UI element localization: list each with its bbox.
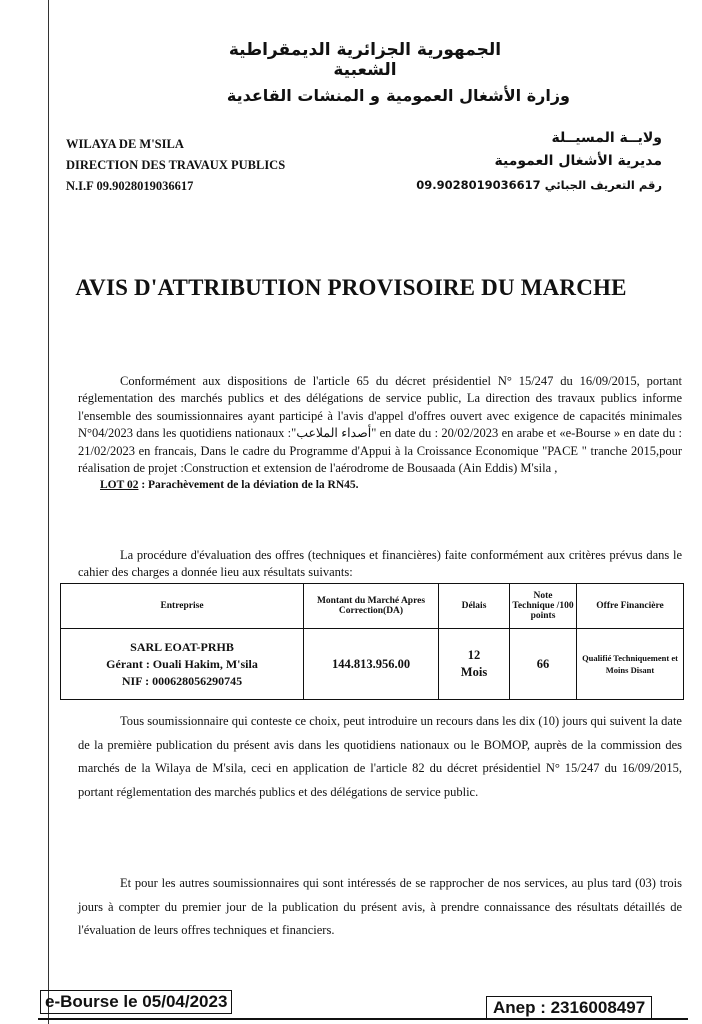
table-row xyxy=(61,629,684,700)
direction-ar: مديرية الأشغال العمومية xyxy=(494,153,662,169)
table-header-row xyxy=(61,584,684,629)
lot-line xyxy=(100,477,682,494)
left-margin-rule xyxy=(48,0,49,1024)
recours-paragraph xyxy=(78,710,682,804)
intro-paragraph xyxy=(78,373,682,495)
header-offre: Offre Financière xyxy=(577,584,684,629)
header-montant: Montant du Marché Apres Correction(DA) xyxy=(304,584,439,629)
delais-value: 12 xyxy=(467,648,481,662)
procedure-paragraph xyxy=(78,547,682,582)
anep-number-box: Anep : 2316008497 xyxy=(486,996,652,1020)
e-bourse-date-box: e-Bourse le 05/04/2023 xyxy=(40,990,232,1014)
entreprise-gerant: Gérant : Ouali Hakim, M'sila xyxy=(106,656,258,671)
arabic-ministry-line-1: وزارة الأشغال العمومية xyxy=(386,86,570,105)
wilaya-ar: ولايــة المسيــلة xyxy=(551,130,662,146)
cell-note: 66 xyxy=(510,629,577,700)
wilaya-fr: WILAYA DE M'SILA xyxy=(66,137,184,151)
closing-paragraph xyxy=(78,872,682,943)
nif-fr: N.I.F 09.9028019036617 xyxy=(66,179,194,193)
arabic-ministry-line-2: و المنشات القاعدية xyxy=(226,86,380,105)
results-table xyxy=(60,583,684,700)
direction-fr: DIRECTION DES TRAVAUX PUBLICS xyxy=(66,158,286,172)
cell-montant: 144.813.956.00 xyxy=(304,629,439,700)
cell-entreprise xyxy=(61,629,304,700)
entreprise-name: SARL EOAT-PRHB xyxy=(130,639,234,654)
bottom-rule xyxy=(38,1018,688,1020)
lot-label: LOT 02 xyxy=(100,479,139,492)
delais-unit: Mois xyxy=(460,665,488,679)
lot-text: : Parachèvement de la déviation de la RN45. xyxy=(138,479,359,492)
paragraph-2: La procédure d'évaluation des offres (techniques et financières) faite conformément aux critères prévus dans le cahier des charges a donnée lieu aux résultats suivants: xyxy=(78,548,682,580)
header-delais: Délais xyxy=(439,584,510,629)
paragraph-3: Tous soumissionnaire qui conteste ce choix, peut introduire un recours dans les dix (10) jours qui suivent la date de la première publication du présent avis dans les quotidiens nationaux ou le BOMOP, auprès de la commission des marchés de la Wilaya de M'sila, ceci en application de l'article 82 du décret présidentiel N° 15/247 du 16/09/2015, portant réglementation des marchés publics et des délégations de service public. xyxy=(78,714,682,799)
header-note: Note Technique /100 points xyxy=(510,584,577,629)
cell-delais xyxy=(439,629,510,700)
header-entreprise: Entreprise xyxy=(61,584,304,629)
nif-ar: رقم التعريف الجبائي 09.9028019036617 xyxy=(416,178,662,192)
entreprise-nif: NIF : 000628056290745 xyxy=(121,673,243,688)
document-title: AVIS D'ATTRIBUTION PROVISOIRE DU MARCHE xyxy=(75,275,627,300)
arabic-republic-heading: الجمهورية الجزائرية الديمقراطية الشعبية xyxy=(228,40,502,80)
paragraph-1: Conformément aux dispositions de l'article 65 du décret présidentiel N° 15/247 du 16/09/2015, portant réglementation des marchés publics et des délégations de service public, La direction des travaux publics informe l'ensemble des soumissionnaires ayant participé à l'avis d'appel d'offres ouvert avec exigence de capacités minimales N°04/2023 dans les quotidiens nationaux :"أصداء الملاعب" en date du : 20/02/2023 en arabe et «e-Bourse » en date du : 21/02/2023 en francais, Dans le cadre du Programme d'Appui à la Croissance Economique "PACE " tranche 2015,pour réalisation de projet :Construction et extension de l'aérodrome de Bousaada (Ain Eddis) M'sila , xyxy=(78,374,682,476)
cell-offre: Qualifié Techniquement et Moins Disant xyxy=(577,629,684,700)
paragraph-4: Et pour les autres soumissionnaires qui sont intéressés de se rapprocher de nos services, au plus tard (03) trois jours à compter du premier jour de la publication du présent avis, à prendre connaissance des résultats détaillés de l'évaluation de leurs offres techniques et financiers. xyxy=(78,876,682,937)
